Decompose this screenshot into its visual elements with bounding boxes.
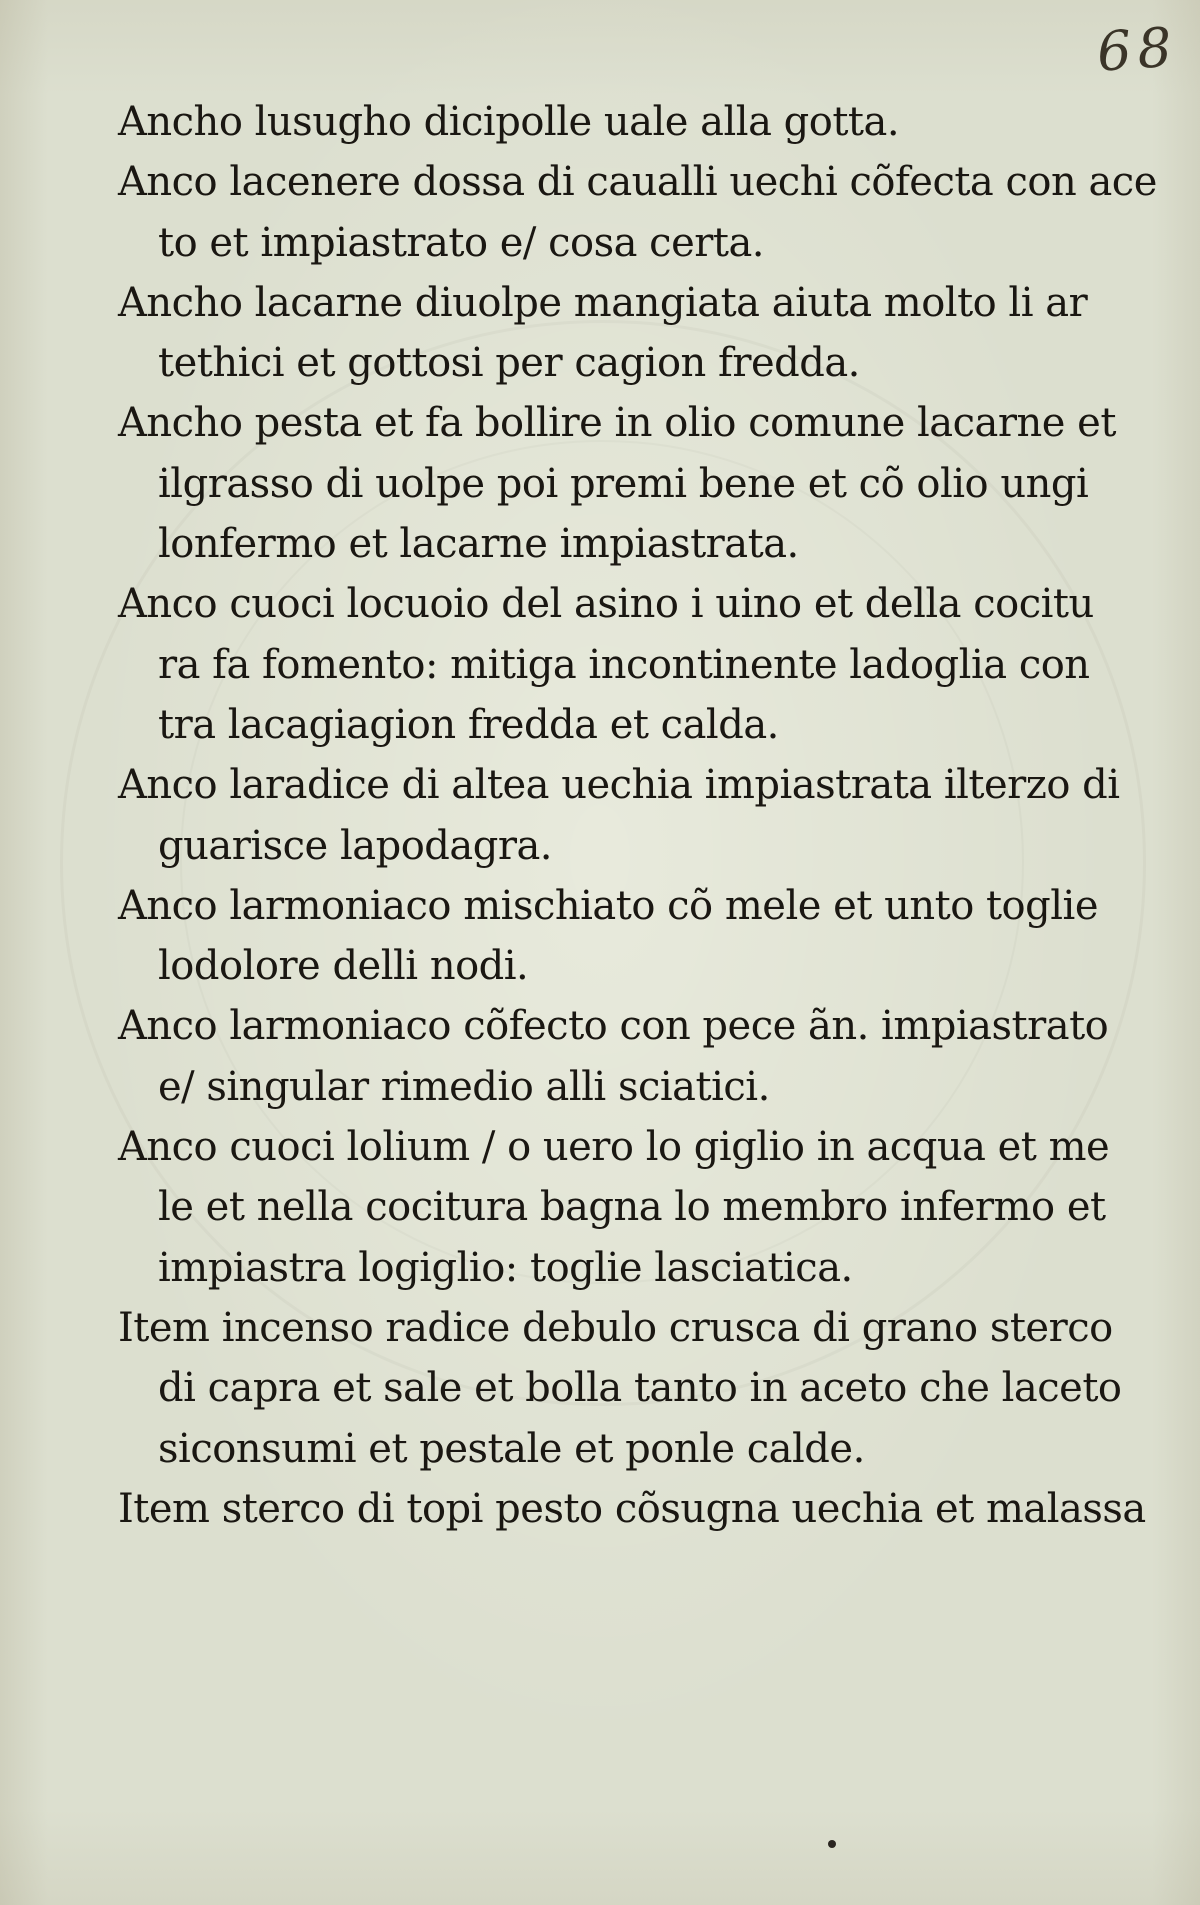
text-line: lodolore delli nodi.	[158, 943, 529, 990]
text-line: tethici et gottosi per cagion fredda.	[158, 340, 860, 387]
text-line: Anco cuoci locuoio del asino i uino et della cocitu	[118, 581, 1094, 628]
text-line: Ancho lusugho dicipolle uale alla gotta.	[118, 99, 900, 145]
text-line: to et impiastrato e/ cosa certa.	[158, 219, 765, 266]
text-line: impiastra logiglio: toglie lasciatica.	[158, 1244, 853, 1291]
text-line: Anco larmoniaco mischiato cõ mele et unto toglie	[118, 882, 1099, 929]
ink-dot	[828, 1840, 836, 1848]
text-line: ra fa fomento: mitiga incontinente ladoglia con	[158, 641, 1090, 688]
text-line: Ancho pesta et fa bollire in olio comune lacarne et	[118, 400, 1116, 447]
text-line: e/ singular rimedio alli sciatici.	[158, 1063, 770, 1110]
text-line: guarisce lapodagra.	[158, 822, 553, 869]
text-line: Anco cuoci lolium / o uero lo giglio in acqua et me	[118, 1124, 1110, 1171]
text-line: di capra et sale et bolla tanto in aceto che laceto	[158, 1365, 1122, 1412]
text-line: le et nella cocitura bagna lo membro infermo et	[158, 1184, 1106, 1231]
text-block	[118, 92, 1157, 1539]
text-line: ilgrasso di uolpe poi premi bene et cõ olio ungi	[158, 460, 1089, 507]
text-line: siconsumi et pestale et ponle calde.	[158, 1425, 865, 1472]
text-line: Anco lacenere dossa di caualli uechi cõfecta con ace	[118, 159, 1157, 206]
text-line: tra lacagiagion fredda et calda.	[158, 701, 779, 748]
text-line: Anco larmoniaco cõfecto con pece ãn. impiastrato	[118, 1003, 1109, 1050]
text-line: Item sterco di topi pesto cõsugna uechia et malassa	[118, 1485, 1146, 1532]
text-line: Ancho lacarne diuolpe mangiata aiuta molto li ar	[118, 279, 1088, 326]
text-line: Anco laradice di altea uechia impiastrata ilterzo di	[118, 762, 1120, 809]
text-line: lonfermo et lacarne impiastrata.	[158, 521, 799, 568]
text-line: Item incenso radice debulo crusca di grano sterco	[118, 1304, 1113, 1351]
folio-number: 68	[1095, 15, 1181, 84]
